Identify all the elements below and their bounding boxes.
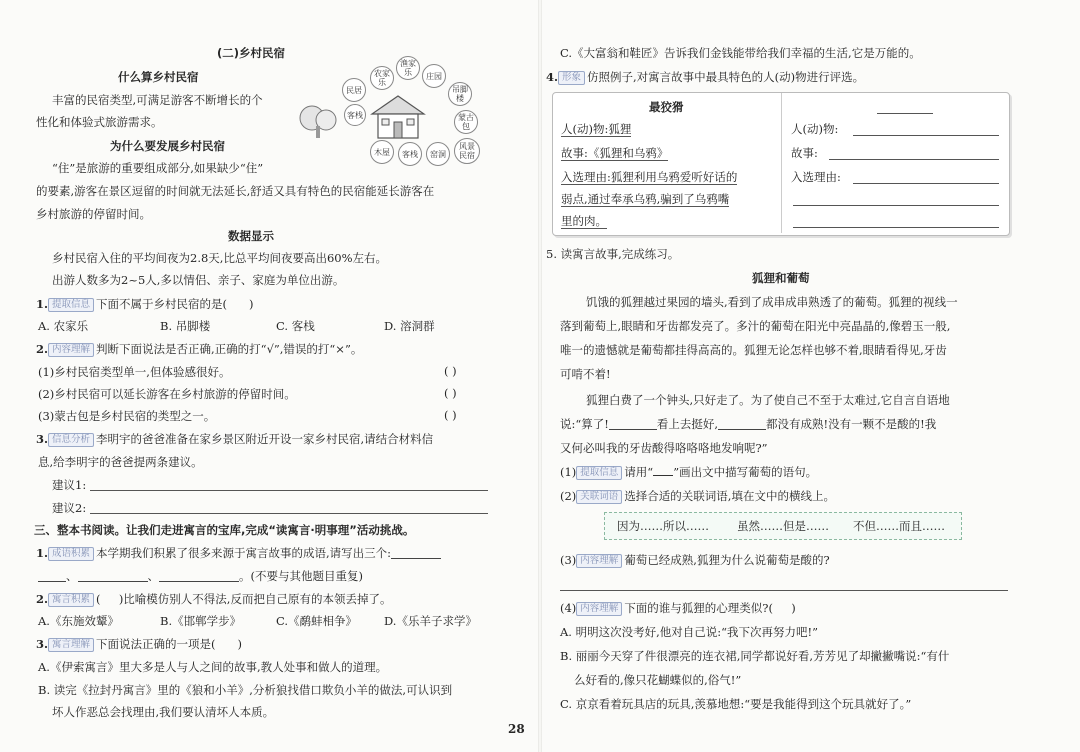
house-icon	[366, 92, 430, 140]
bubble-nongjiale: 农家乐	[370, 66, 394, 90]
story-line-1: 饥饿的狐狸越过果园的墙头,看到了成串成串熟透了的葡萄。狐狸的视线一	[586, 295, 958, 309]
bubble-mengubao: 蒙古包	[454, 110, 478, 134]
bubble-minju: 民居	[342, 78, 366, 102]
conj-blank-2[interactable]	[718, 417, 766, 430]
example-title: 最狡猾	[649, 100, 684, 114]
fill-reason-line-1[interactable]	[853, 183, 999, 184]
story-line-6: 说:“算了! 看上去挺好, 都没有成熟!没有一颗不是酸的!我	[560, 417, 937, 431]
question-2: 2. 内容理解 判断下面说法是否正确,正确的打“√”,错误的打“×”。	[36, 342, 363, 356]
tag-q3: 信息分析	[48, 433, 94, 447]
sub-question-4: (4) 内容理解 下面的谁与狐狸的心理类似?( )	[560, 601, 796, 615]
q1-option-d[interactable]: D. 溶洞群	[384, 319, 435, 333]
idiom-blank-3[interactable]	[159, 569, 239, 582]
fill-animal-label: 人(动)物:	[791, 122, 839, 136]
example-reason-2: 弱点,通过奉承乌鸦,骗到了乌鸦嘴	[561, 192, 730, 206]
q2-answer-1[interactable]: ( )	[444, 364, 457, 378]
bubble-kezhan: 客栈	[344, 104, 366, 126]
para-what-2: 性化和体验式旅游需求。	[36, 115, 163, 129]
tag-p3q3: 寓言理解	[48, 638, 94, 652]
conj-option-1[interactable]: 因为……所以……	[617, 519, 709, 533]
p3q2-option-d[interactable]: D.《乐羊子求学》	[384, 614, 477, 628]
conj-option-3[interactable]: 不但……而且……	[853, 519, 945, 533]
bubble-diaojiaolou: 吊脚楼	[448, 82, 472, 106]
part3-title: 三、整本书阅读。让我们走进寓言的宝库,完成“读寓言·明事理”活动挑战。	[34, 523, 415, 537]
tag-q4: 形象	[558, 71, 585, 85]
s3-answer-line[interactable]	[560, 590, 1008, 591]
para-why-1: “住”是旅游的重要组成部分,如果缺少“住”	[52, 161, 264, 175]
q2-answer-3[interactable]: ( )	[444, 408, 457, 422]
tag-q1: 提取信息	[48, 298, 94, 312]
p3q3-option-b[interactable]: B. 读完《拉封丹寓言》里的《狼和小羊》,分析狼找借口欺负小羊的做法,可认识到	[38, 683, 453, 697]
bubble-muwu: 木屋	[370, 140, 394, 164]
part3-question-3: 3. 寓言理解 下面说法正确的一项是( )	[36, 637, 242, 651]
example-animal: 人(动)物:狐狸	[561, 122, 632, 136]
sub-question-3: (3) 内容理解 葡萄已经成熟,狐狸为什么说葡萄是酸的?	[560, 553, 830, 567]
part3-question-2: 2. 寓言积累 ( )比喻模仿别人不得法,反而把自己原有的本领丢掉了。	[36, 592, 392, 606]
bubble-yujiale: 渔家乐	[396, 56, 420, 80]
para-what-1: 丰富的民宿类型,可满足游客不断增长的个	[52, 93, 263, 107]
fill-animal-line[interactable]	[853, 135, 999, 136]
p3q3-option-b-line-2: 坏人作恶总会找理由,我们要认清坏人本质。	[52, 705, 275, 719]
fill-reason-line-2[interactable]	[793, 205, 999, 206]
right-page	[540, 0, 1080, 752]
data-line-1: 乡村民宿入住的平均间夜为2.8天,比总平均间夜要高出60%左右。	[52, 251, 388, 265]
sub-question-1: (1) 提取信息 请用“ ”画出文中描写葡萄的语句。	[560, 465, 818, 479]
tag-s3: 内容理解	[576, 554, 622, 568]
bubble-fengjing: 风景民宿	[454, 138, 480, 164]
p3q2-option-c[interactable]: C.《鹬蚌相争》	[276, 614, 358, 628]
story-line-3: 唯一的遗憾就是葡萄都挂得高高的。狐狸无论怎样也够不着,眼睛看得见,牙齿	[560, 343, 947, 357]
suggestion-1-label: 建议1:	[52, 478, 87, 492]
tag-s4: 内容理解	[576, 602, 622, 616]
question-3-line-2: 息,给李明宇的爸爸提两条建议。	[38, 455, 203, 469]
question-1: 1. 提取信息 下面不属于乡村民宿的是( )	[36, 297, 254, 311]
character-vote-card	[552, 92, 1010, 236]
para-why-2: 的要素,游客在景区逗留的时间就无法延长,舒适又具有特色的民宿能延长游客在	[36, 184, 435, 198]
q1-option-a[interactable]: A. 农家乐	[38, 319, 89, 333]
idiom-blank-2[interactable]	[78, 569, 148, 582]
part3-question-1: 1. 成语积累 本学期我们积累了很多来源于寓言故事的成语,请写出三个:	[36, 545, 441, 561]
q2-answer-2[interactable]: ( )	[444, 386, 457, 400]
para-why-3: 乡村旅游的停留时间。	[36, 207, 151, 221]
story-line-2: 落到葡萄上,眼睛和牙齿都发亮了。多汁的葡萄在阳光中亮晶晶的,像碧玉一般,	[560, 319, 951, 333]
q2-item-3: (3)蒙古包是乡村民宿的类型之一。	[38, 409, 216, 423]
section-title: (二)乡村民宿	[217, 46, 286, 60]
data-line-2: 出游人数多为2~5人,多以情侣、亲子、家庭为单位出游。	[52, 273, 345, 287]
s4-option-c[interactable]: C. 京京看着玩具店的玩具,羡慕地想:“要是我能得到这个玩具就好了。”	[560, 697, 912, 711]
q1-option-b[interactable]: B. 吊脚楼	[160, 319, 211, 333]
page-number: 28	[508, 722, 525, 736]
card-divider	[781, 93, 782, 233]
suggestion-2-label: 建议2:	[52, 501, 87, 515]
heading-data: 数据显示	[228, 229, 274, 243]
tag-q2: 内容理解	[48, 343, 94, 357]
bubble-kezhan-2: 客栈	[398, 142, 422, 166]
story-title: 狐狸和葡萄	[752, 271, 810, 285]
story-line-7: 又何必叫我的牙齿酸得咯咯咯地发响呢?”	[560, 441, 768, 455]
fill-reason-label: 入选理由:	[791, 170, 841, 184]
fill-story-label: 故事:	[791, 146, 818, 160]
p3q3-option-c[interactable]: C.《大富翁和鞋匠》告诉我们金钱能带给我们幸福的生活,它是万能的。	[560, 46, 921, 60]
minsu-illustration	[298, 56, 490, 168]
s4-option-a[interactable]: A. 明明这次没考好,他对自己说:“我下次再努力吧!”	[560, 625, 819, 639]
fill-story-line[interactable]	[829, 159, 999, 160]
suggestion-1-line[interactable]	[90, 490, 488, 491]
bubble-zhuangyuan: 庄园	[422, 64, 446, 88]
title-blank[interactable]	[877, 113, 933, 114]
heading-why: 为什么要发展乡村民宿	[110, 139, 225, 153]
q2-item-1: (1)乡村民宿类型单一,但体验感很好。	[38, 365, 231, 379]
conj-blank-1[interactable]	[609, 417, 657, 430]
tree-icon	[298, 102, 338, 138]
bubble-yaodong: 窑洞	[426, 142, 450, 166]
tag-s1: 提取信息	[576, 466, 622, 480]
q1-option-c[interactable]: C. 客栈	[276, 319, 315, 333]
story-line-4: 可啃不着!	[560, 367, 611, 381]
example-reason-3: 里的肉。	[561, 214, 607, 228]
conjunction-options-box	[604, 512, 962, 540]
idiom-blank-1[interactable]	[391, 546, 441, 559]
example-story: 故事:《狐狸和乌鸦》	[561, 146, 669, 160]
part3-q1-line-2: 、 、 。(不要与其他题目重复)	[38, 568, 363, 584]
p3q2-option-a[interactable]: A.《东施效颦》	[38, 614, 119, 628]
tag-p3q2: 寓言积累	[48, 593, 94, 607]
heading-what: 什么算乡村民宿	[118, 70, 199, 84]
tag-p3q1: 成语积累	[48, 547, 94, 561]
p3q3-option-a[interactable]: A.《伊索寓言》里大多是人与人之间的故事,教人处事和做人的道理。	[38, 660, 388, 674]
sub-question-2: (2) 关联词语 选择合适的关联词语,填在文中的横线上。	[560, 489, 835, 503]
s4-option-b-line-2: 么好看的,像只花蝴蝶似的,俗气!”	[574, 673, 742, 687]
question-3: 3. 信息分析 李明宇的爸爸准备在家乡景区附近开设一家乡村民宿,请结合材料信	[36, 432, 434, 446]
p3q2-option-b[interactable]: B.《邯郸学步》	[160, 614, 242, 628]
s4-option-b[interactable]: B. 丽丽今天穿了件很漂亮的连衣裙,同学都说好看,芳芳见了却撇撇嘴说:“有什	[560, 649, 950, 663]
conj-option-2[interactable]: 虽然……但是……	[737, 519, 829, 533]
fill-reason-line-3[interactable]	[793, 227, 999, 228]
suggestion-2-line[interactable]	[90, 513, 488, 514]
question-5: 5. 读寓言故事,完成练习。	[546, 247, 680, 261]
tag-s2: 关联词语	[576, 490, 622, 504]
example-reason-1: 入选理由:狐狸利用乌鸦爱听好话的	[561, 170, 738, 184]
story-line-5: 狐狸白费了一个钟头,只好走了。为了使自己不至于太难过,它自言自语地	[586, 393, 950, 407]
question-4: 4. 形象 仿照例子,对寓言故事中最具特色的人(动)物进行评选。	[546, 70, 865, 84]
q2-item-2: (2)乡村民宿可以延长游客在乡村旅游的停留时间。	[38, 387, 296, 401]
